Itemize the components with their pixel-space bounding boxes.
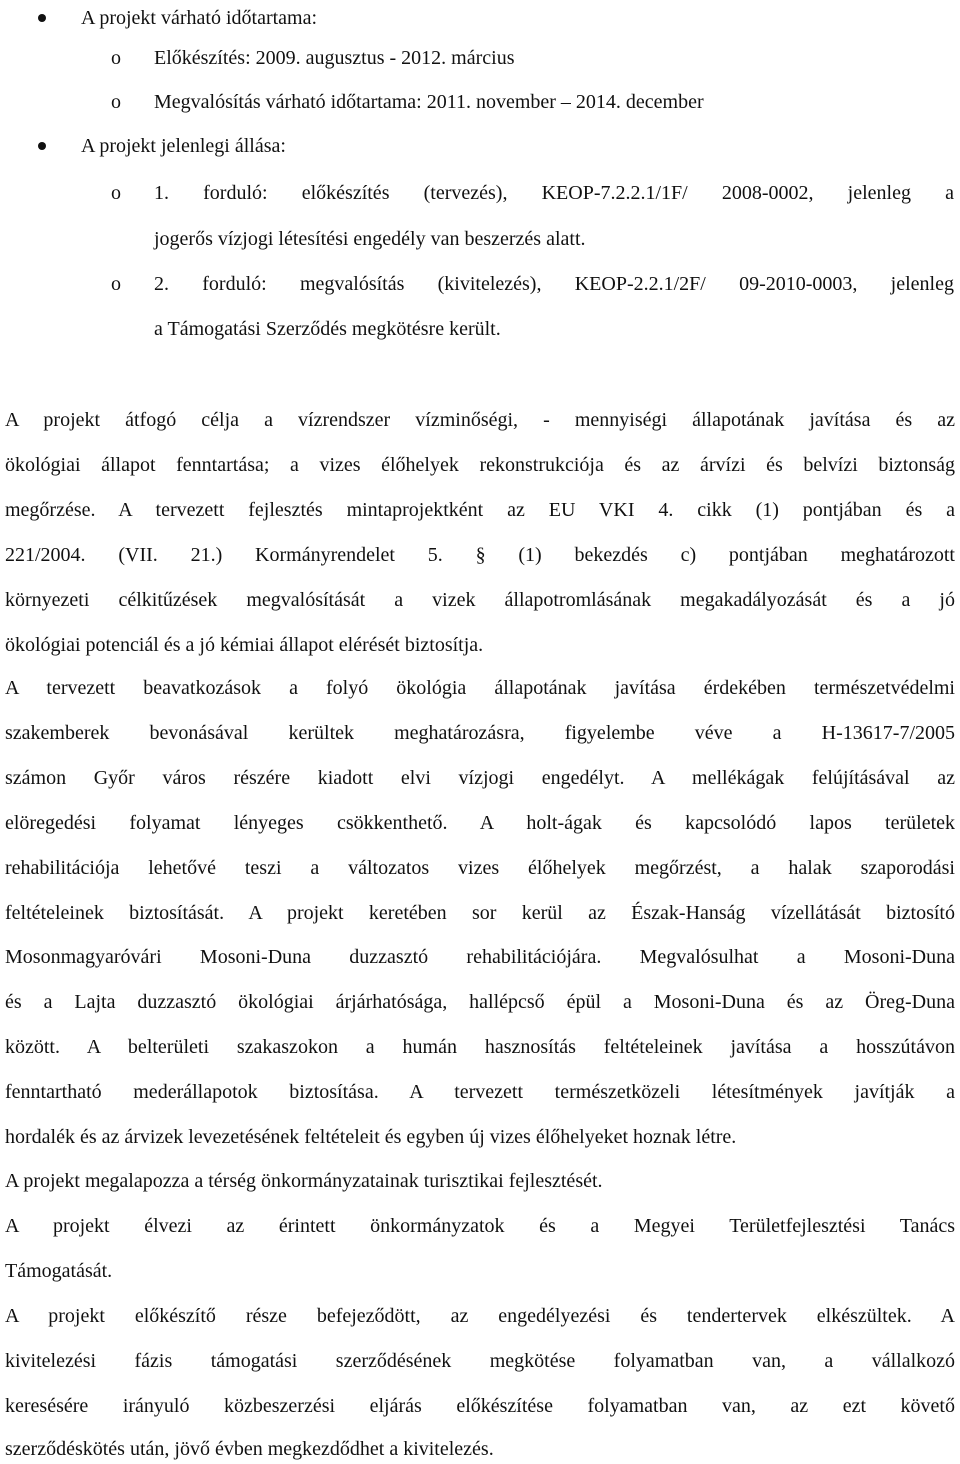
bullet-circle-icon: o (111, 273, 121, 295)
paragraph-line: számon Győr város részére kiadott elvi vízjogi engedélyt. A mellékágak felújításával az (5, 767, 955, 789)
paragraph-line: kivitelezési fázis támogatási szerződésének megkötése folyamatban van, a vállalkozó (5, 1350, 955, 1372)
paragraph-line: között. A belterületi szakaszokon a humán hasznosítás feltételeinek javítása a hosszútávon (5, 1036, 955, 1058)
paragraph-line: szakemberek bevonásával kerültek meghatározásra, figyelembe véve a H-13617-7/2005 (5, 722, 955, 744)
paragraph-line: megőrzése. A tervezett fejlesztés mintaprojektként az EU VKI 4. cikk (1) pontjában és a (5, 499, 955, 521)
list-item-text-line: 2. forduló: megvalósítás (kivitelezés), KEOP-2.2.1/2F/ 09-2010-0003, jelenleg (154, 273, 954, 295)
list-item-text-line: 1. forduló: előkészítés (tervezés), KEOP-7.2.2.1/1F/ 2008-0002, jelenleg a (154, 182, 954, 204)
bullet-dot-icon (38, 14, 46, 22)
paragraph-line: A tervezett beavatkozások a folyó ökológia állapotának javítása érdekében természetvédelmi (5, 677, 955, 699)
paragraph-line: 221/2004. (VII. 21.) Kormányrendelet 5. § (1) bekezdés c) pontjában meghatározott (5, 544, 955, 566)
paragraph-line: keresésére irányuló közbeszerzési eljárás előkészítése folyamatban van, az ezt követő (5, 1395, 955, 1417)
list-item-text: Megvalósítás várható időtartama: 2011. november – 2014. december (154, 91, 704, 113)
bullet-dot-icon (38, 142, 46, 150)
paragraph-line: A projekt előkészítő része befejeződött, az engedélyezési és tendertervek elkészültek. A (5, 1305, 955, 1327)
bullet-circle-icon: o (111, 91, 121, 113)
paragraph-line: Támogatását. (5, 1260, 113, 1282)
paragraph-line: A projekt megalapozza a térség önkormányzatainak turisztikai fejlesztését. (5, 1170, 603, 1192)
paragraph-line: rehabilitációja lehetővé teszi a változatos vizes élőhelyek megőrzést, a halak szaporodási (5, 857, 955, 879)
paragraph-line: A projekt átfogó célja a vízrendszer vízminőségi, - mennyiségi állapotának javítása és az (5, 409, 955, 431)
list-item-text-line: jogerős vízjogi létesítési engedély van beszerzés alatt. (154, 228, 586, 250)
paragraph-line: ökológiai állapot fenntartása; a vizes élőhelyek rekonstrukciója és az árvízi és belvízi biztonság (5, 454, 955, 476)
list-item-text-line: a Támogatási Szerződés megkötésre került. (154, 318, 501, 340)
paragraph-line: hordalék és az árvizek levezetésének feltételeit és egyben új vizes élőhelyeket hoznak létre. (5, 1126, 737, 1148)
paragraph-line: ökológiai potenciál és a jó kémiai állapot elérését biztosítja. (5, 634, 484, 656)
paragraph-line: és a Lajta duzzasztó ökológiai árjárhatósága, hallépcső épül a Mosoni-Duna és az Öreg-Duna (5, 991, 955, 1013)
list-item-text: A projekt várható időtartama: (81, 7, 318, 29)
list-item-text: Előkészítés: 2009. augusztus - 2012. március (154, 47, 515, 69)
paragraph-line: elöregedési folyamat lényeges csökkenthető. A holt-ágak és kapcsolódó lapos területek (5, 812, 955, 834)
paragraph-line: A projekt élvezi az érintett önkormányzatok és a Megyei Területfejlesztési Tanács (5, 1215, 955, 1237)
bullet-circle-icon: o (111, 182, 121, 204)
paragraph-line: fenntartható mederállapotok biztosítása. A tervezett természetközeli létesítmények javítják a (5, 1081, 955, 1103)
paragraph-line: környezeti célkitűzések megvalósítását a vizek állapotromlásának megakadályozását és a jó (5, 589, 955, 611)
list-item-text: A projekt jelenlegi állása: (81, 135, 286, 157)
paragraph-line: Mosonmagyaróvári Mosoni-Duna duzzasztó rehabilitációjára. Megvalósulhat a Mosoni-Duna (5, 946, 955, 968)
bullet-circle-icon: o (111, 47, 121, 69)
paragraph-line: feltételeinek biztosítását. A projekt keretében sor kerül az Észak-Hanság vízellátását biztosító (5, 902, 955, 924)
paragraph-line: szerződéskötés után, jövő évben megkezdődhet a kivitelezés. (5, 1438, 494, 1460)
